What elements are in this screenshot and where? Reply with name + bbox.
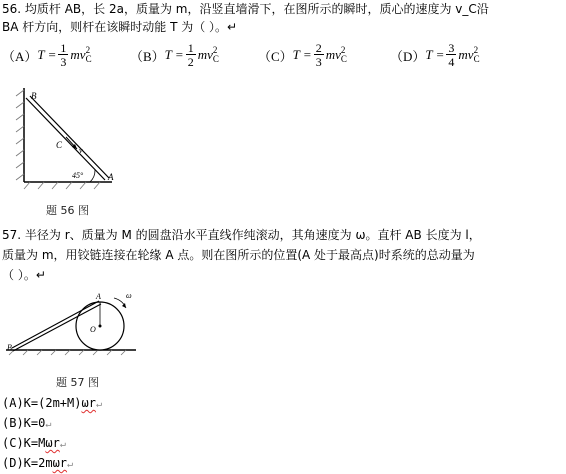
q57-label-a: A [96,292,101,301]
q56-option-c: （C） T = $\frac{2}{3}$ mv 2 C [258,41,347,69]
q56-option-a: （A） T = $\frac{1}{3}$ mv 2 C [2,41,92,69]
q56-figure [14,86,124,191]
q56-rod-edge-2 [30,96,109,178]
q56-wall-hatch [16,90,24,180]
q57-line2: 质量为 m，用铰链连接在轮缘 A 点。则在图所示的位置(A 处于最高点)时系统的总动量为 [2,248,475,262]
q56-label-v: v [79,146,83,155]
q56-angle-label: 45° [72,171,84,180]
q56-line1: 56. 均质杆 AB，长 2a，质量为 m，沿竖直墙滑下，在图所示的瞬时，质心的速度为 v_C沿 [2,2,489,16]
q56-label-b: B [31,91,37,101]
q57-label-o: O [90,325,96,334]
q56-option-b: （B） T = $\frac{1}{2}$ mv 2 C [130,41,219,69]
q56-line2: BA 杆方向，则杆在该瞬时动能 T 为（ ）。↵ [2,20,238,34]
q57-line3: （ ）。↵ [2,268,46,282]
q56-angle-arc [90,170,95,182]
q57-option-a: (A)K=(2m+M)ωr↵ [2,396,102,410]
q56-caption: 题 56 图 [46,204,89,217]
q57-option-c: (C)K=Mωr↵ [2,436,66,450]
q56-label-c: C [56,140,63,150]
q56-label-a: A [108,172,114,182]
q56-rod-edge-1 [26,98,105,180]
q57-label-omega: ω [126,291,132,300]
q57-figure [4,286,144,356]
q57-label-b: B [7,343,12,352]
q57-option-d: (D)K=2mωr↵ [2,456,74,470]
q57-omega-arrowhead [122,303,126,308]
q57-caption: 题 57 图 [56,376,99,389]
q57-line1: 57. 半径为 r、质量为 M 的圆盘沿水平直线作纯滚动，其角速度为 ω。直杆 AB 长度为 l， [2,228,481,242]
q56-floor-hatch [24,182,100,189]
q57-option-b: (B)K=0↵ [2,416,52,430]
q56-option-d: （D） T = $\frac{3}{4}$ mv 2 C [390,41,480,69]
